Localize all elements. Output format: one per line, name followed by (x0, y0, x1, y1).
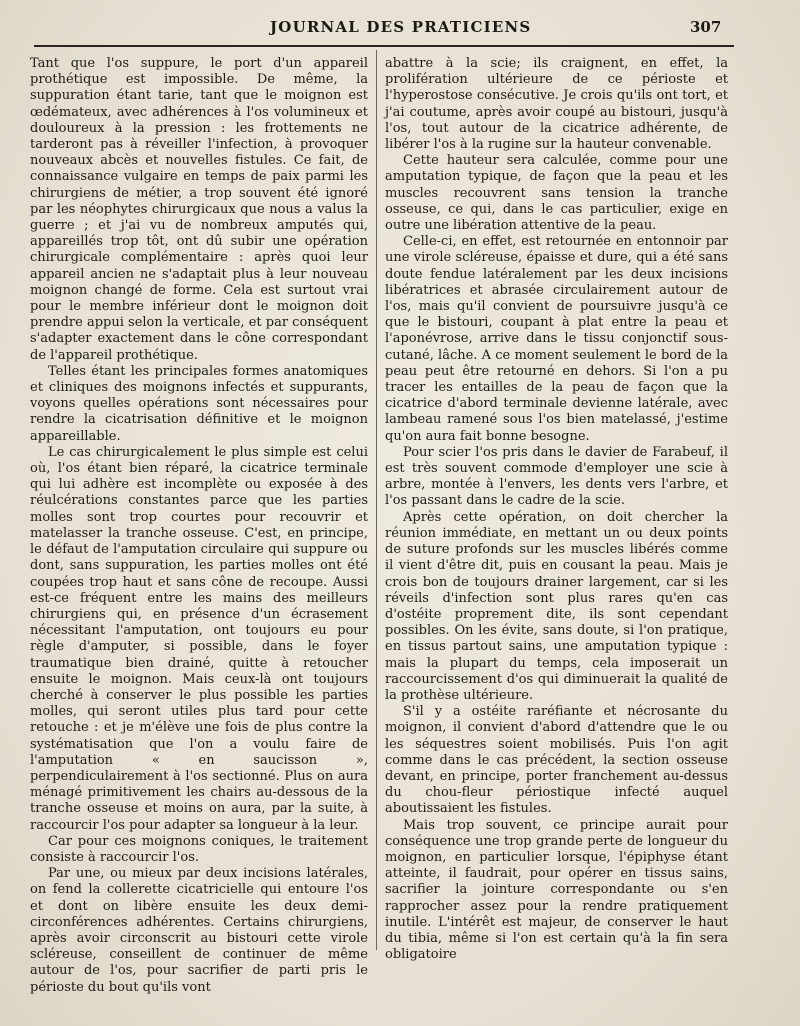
paragraph: Cette hauteur sera calculée, comme pour une amputation typique, de façon que la peau et les muscles recouvrent sans tension la tranche osseuse, ce qui, dans le cas particulier, exige en outre une libération attentive de la peau. (385, 153, 728, 234)
paragraph: S'il y a ostéite raréfiante et nécrosante du moignon, il convient d'abord d'attendre que le ou les séquestres soient mobilisés. Puis l'on agit comme dans le cas précédent, la section osseuse devant, en principe, porter franchement au-dessus du chou-fleur périostique infecté auquel aboutissaient les fistules. (385, 704, 728, 817)
column-divider (376, 50, 377, 950)
paragraph: Telles étant les principales formes anatomiques et cliniques des moignons infectés et suppurants, voyons quelles opérations sont nécessaires pour rendre la cicatrisation définitive et le moignon appareillable. (30, 363, 368, 444)
paragraph: Pour scier l'os pris dans le davier de Farabeuf, il est très souvent commode d'employer une scie à arbre, montée à l'envers, les dents vers l'arbre, et l'os passant dans le cadre de la scie. (385, 444, 728, 509)
page-header (0, 16, 800, 40)
page-number: 307 (690, 18, 722, 36)
paragraph: Après cette opération, on doit chercher la réunion immédiate, en mettant un ou deux points de suture profonds sur les muscles libérés comme il vient d'être dit, puis en cousant la peau. Mais je crois bon de toujours drainer largement, car si les réveils d'infection sont plus rares qu'en cas d'ostéite proprement dite, ils sont cependant possibles. On les évite, sans doute, si l'on pratique, en tissus partout sains, une amputation typique : mais la plupart du temps, cela imposerait un raccourcissement d'os qui diminuerait la qualité de la prothèse ultérieure. (385, 509, 728, 703)
left-column (30, 56, 368, 996)
paragraph: Par une, ou mieux par deux incisions latérales, on fend la collerette cicatricielle qui entoure l'os et dont on libère ensuite les deux demi-circonférences adhérentes. Certains chirurgiens, après avoir circonscrit au bistouri cette virole scléreuse, conseillent de continuer de même autour de l'os, pour sacrifier de parti pris le périoste du bout qu'ils vont (30, 866, 368, 995)
paragraph: abattre à la scie; ils craignent, en effet, la prolifération ultérieure de ce périoste et l'hyperostose consécutive. Je crois qu'ils ont tort, et j'ai coutume, après avoir coupé au bistouri, jusqu'à l'os, tout autour de la cicatrice adhérente, de libérer l'os à la rugine sur la hauteur convenable. (385, 56, 728, 153)
paragraph: Tant que l'os suppure, le port d'un appareil prothétique est impossible. De même, la suppuration étant tarie, tant que le moignon est œdémateux, avec adhérences à l'os volumineux et douloureux à la pression : les frottements ne tarderont pas à réveiller l'infection, à provoquer nouveaux abcès et nouvelles fistules. Ce fait, de connaissance vulgaire en temps de paix parmi les chirurgiens de métier, a trop souvent été ignoré par les néophytes chirurgicaux que nous a valus la guerre ; et j'ai vu de nombreux amputés qui, appareillés trop tôt, ont dû subir une opération chirurgicale complémentaire : après quoi leur appareil ancien ne s'adaptait plus à leur nouveau moignon changé de forme. Cela est surtout vrai pour le membre inférieur dont le moignon doit prendre appui selon la verticale, et par conséquent s'adapter exactement dans le cône correspondant de l'appareil prothétique. (30, 56, 368, 363)
paragraph: Mais trop souvent, ce principe aurait pour conséquence une trop grande perte de longueur du moignon, en particulier lorsque, l'épiphyse étant atteinte, il faudrait, pour opérer en tissus sains, sacrifier la jointure correspondante ou s'en rapprocher assez pour la rendre pratiquement inutile. L'intérêt est majeur, de conserver le haut du tibia, même si l'on est certain qu'à la fin sera obligatoire (385, 817, 728, 963)
paragraph: Le cas chirurgicalement le plus simple est celui où, l'os étant bien réparé, la cicatrice terminale qui lui adhère est incomplète ou exposée à des réulcérations constantes parce que les parties molles sont trop courtes pour recouvrir et matelasser la tranche osseuse. C'est, en principe, le défaut de l'amputation circulaire qui suppure ou dont, sans suppuration, les parties molles ont été coupées trop haut et sans cône de recoupe. Aussi est-ce fréquent entre les mains des meilleurs chirurgiens qui, en présence d'un écrasement nécessitant l'amputation, ont toujours eu pour règle d'amputer, si possible, dans le foyer traumatique bien drainé, quitte à retoucher ensuite le moignon. Mais ceux-là ont toujours cherché à conserver le plus possible les parties molles, qui seront utiles plus tard pour cette retouche : et je m'élève une fois de plus contre la systématisation que l'on a voulu faire de l'amputation « en saucisson », perpendiculairement à l'os sectionné. Plus on aura ménagé primitivement les chairs au-dessous de la tranche osseuse et moins on aura, par la suite, à raccourcir l'os pour adapter sa longueur à la leur. (30, 444, 368, 833)
right-column (385, 56, 728, 963)
header-rule (34, 45, 734, 47)
paragraph: Car pour ces moignons coniques, le traitement consiste à raccourcir l'os. (30, 833, 368, 865)
paragraph: Celle-ci, en effet, est retournée en entonnoir par une virole scléreuse, épaisse et dure, qui a été sans doute fendue latéralement par les deux incisions libératrices et abrasée circulairement autour de l'os, mais qu'il convient de poursuivre jusqu'à ce que le bistouri, coupant à plat entre la peau et l'aponévrose, arrive dans le tissu conjonctif sous-cutané, lâche. A ce moment seulement le bord de la peau peut être retourné en dehors. Si l'on a pu tracer les entailles de la peau de façon que la cicatrice d'abord terminale devienne latérale, avec lambeau ramené sous l'os bien matelassé, j'estime qu'on aura fait bonne besogne. (385, 234, 728, 444)
running-title: JOURNAL DES PRATICIENS (270, 18, 532, 36)
